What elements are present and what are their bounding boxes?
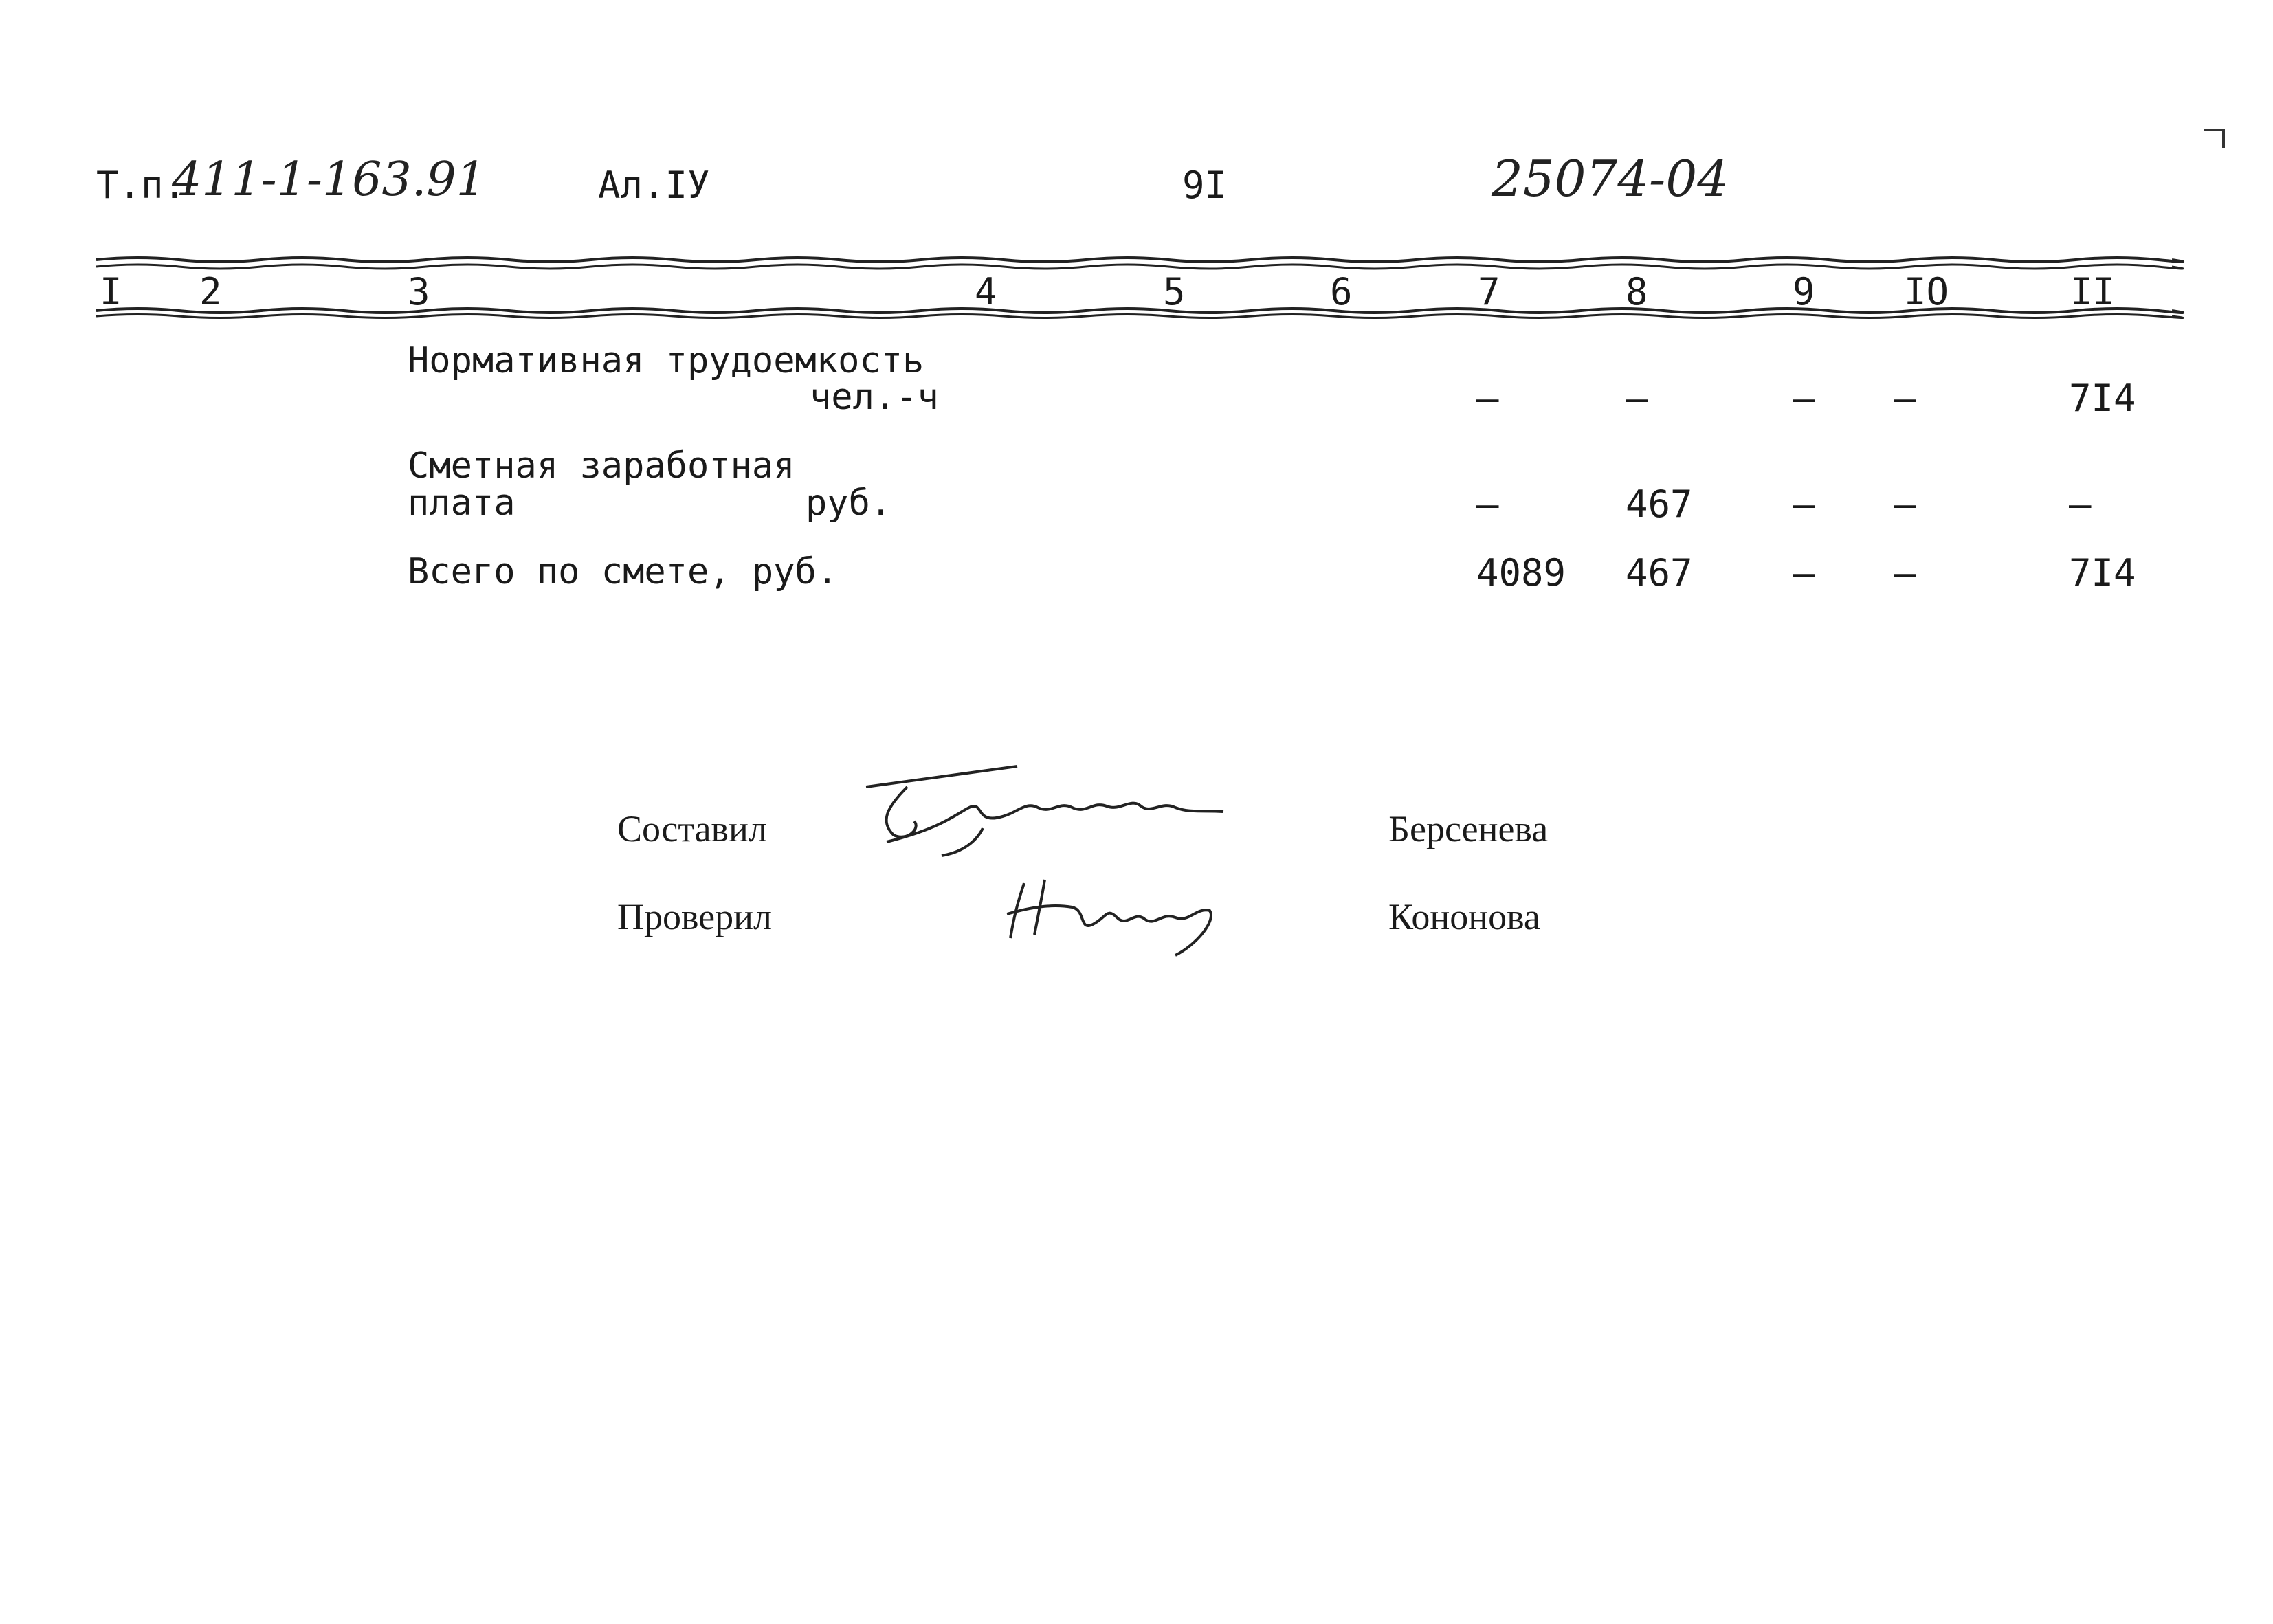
table-cell: 4089 — [1476, 551, 1566, 594]
table-cell: – — [1793, 377, 1815, 420]
signature-image — [859, 759, 1230, 863]
column-number: I — [100, 270, 122, 313]
table-cell: 7I4 — [2069, 551, 2136, 594]
table-cell: – — [1793, 482, 1815, 526]
column-number: 5 — [1163, 270, 1186, 313]
column-number: 9 — [1793, 270, 1815, 313]
checked-by-name: Кононова — [1388, 896, 1540, 937]
album-label: Ал.IУ — [598, 164, 710, 207]
column-number: 6 — [1330, 270, 1353, 313]
signature-image — [1004, 869, 1223, 959]
table-cell: – — [1793, 551, 1815, 594]
column-number: 4 — [975, 270, 997, 313]
row-label: Всего по смете, руб. — [408, 551, 839, 592]
table-cell: 7I4 — [2069, 377, 2136, 420]
document-number: 25074-04 — [1492, 150, 1729, 208]
table-cell: – — [1894, 482, 1916, 526]
table-cell: – — [1626, 377, 1648, 420]
table-cell: – — [1476, 377, 1499, 420]
table-cell: – — [1894, 551, 1916, 594]
column-number: IO — [1904, 270, 1949, 313]
compiled-by-label: Составил — [617, 808, 767, 849]
column-number: 3 — [408, 270, 430, 313]
row-label: Сметная заработная — [408, 445, 795, 487]
page-number: 9I — [1182, 164, 1228, 207]
table-cell: 467 — [1626, 482, 1693, 526]
row-label: плата — [408, 482, 515, 524]
column-number: 2 — [199, 270, 222, 313]
checked-by-label: Проверил — [617, 896, 772, 937]
table-cell: – — [1894, 377, 1916, 420]
column-number: 7 — [1478, 270, 1500, 313]
table-cell: 467 — [1626, 551, 1693, 594]
row-label: Нормативная трудоемкость — [408, 340, 924, 381]
header-prefix: Т.п. — [96, 164, 186, 207]
table-cell: – — [2069, 482, 2092, 526]
table-cell: – — [1476, 482, 1499, 526]
column-number: 8 — [1626, 270, 1648, 313]
column-number: II — [2070, 270, 2116, 313]
project-code: 411-1-163.91 — [172, 153, 486, 207]
corner-mark-icon — [2203, 127, 2230, 155]
row-unit: чел.-ч — [810, 377, 939, 418]
compiled-by-name: Берсенева — [1388, 808, 1549, 849]
row-unit: руб. — [806, 482, 892, 524]
